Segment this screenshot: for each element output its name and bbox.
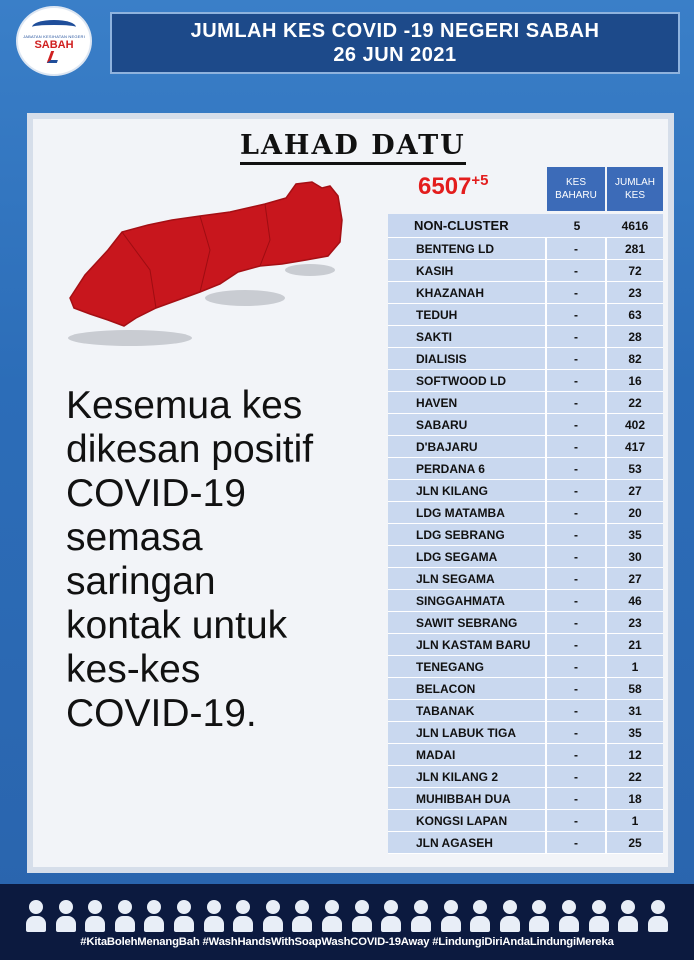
- table-row: [388, 304, 663, 326]
- header-jumlah-kes: JUMLAH KES: [607, 167, 663, 211]
- row-kes: -: [547, 744, 607, 765]
- row-name: JLN LABUK TIGA: [388, 722, 547, 743]
- table-row: [388, 414, 663, 436]
- row-jumlah: 23: [607, 282, 663, 303]
- row-kes: -: [547, 260, 607, 281]
- total-value: 6507: [418, 173, 472, 200]
- person-icon: [470, 900, 490, 932]
- row-jumlah: 27: [607, 568, 663, 589]
- table-row: [388, 480, 663, 502]
- row-jumlah: 31: [607, 700, 663, 721]
- message-line: saringan: [66, 560, 216, 603]
- row-jumlah: 28: [607, 326, 663, 347]
- row-jumlah: 30: [607, 546, 663, 567]
- total-new: +5: [471, 172, 489, 189]
- message-line: semasa: [66, 516, 203, 559]
- row-kes: -: [547, 458, 607, 479]
- row-jumlah: 402: [607, 414, 663, 435]
- row-kes: -: [547, 832, 607, 853]
- row-kes: -: [547, 656, 607, 677]
- table-row: [388, 436, 663, 458]
- row-name: JLN KILANG: [388, 480, 547, 501]
- row-name: TENEGANG: [388, 656, 547, 677]
- table-row: [388, 348, 663, 370]
- person-icon: [233, 900, 253, 932]
- row-kes: -: [547, 304, 607, 325]
- table-row: [388, 370, 663, 392]
- person-icon: [589, 900, 609, 932]
- row-name: LDG SEBRANG: [388, 524, 547, 545]
- table-row: [388, 568, 663, 590]
- message-line: COVID-19: [66, 472, 246, 515]
- person-icon: [26, 900, 46, 932]
- row-jumlah: 82: [607, 348, 663, 369]
- total-cases: [418, 172, 489, 201]
- row-name: D'BAJARU: [388, 436, 547, 457]
- row-name: MADAI: [388, 744, 547, 765]
- row-kes: -: [547, 568, 607, 589]
- row-jumlah: 58: [607, 678, 663, 699]
- row-kes: -: [547, 326, 607, 347]
- row-kes: -: [547, 612, 607, 633]
- row-jumlah: 20: [607, 502, 663, 523]
- row-kes: -: [547, 524, 607, 545]
- table-row: [388, 238, 663, 260]
- row-jumlah: 281: [607, 238, 663, 259]
- table-row: [388, 392, 663, 414]
- row-kes: -: [547, 282, 607, 303]
- row-kes: -: [547, 414, 607, 435]
- table-row: [388, 590, 663, 612]
- row-name: SAKTI: [388, 326, 547, 347]
- person-icon: [56, 900, 76, 932]
- row-jumlah: 35: [607, 524, 663, 545]
- row-jumlah: 12: [607, 744, 663, 765]
- row-name: PERDANA 6: [388, 458, 547, 479]
- person-icon: [381, 900, 401, 932]
- row-jumlah: 35: [607, 722, 663, 743]
- row-kes: -: [547, 238, 607, 259]
- table-row: [388, 656, 663, 678]
- row-jumlah: 25: [607, 832, 663, 853]
- row-name: SAWIT SEBRANG: [388, 612, 547, 633]
- person-icon: [352, 900, 372, 932]
- row-name: KONGSI LAPAN: [388, 810, 547, 831]
- row-kes: -: [547, 678, 607, 699]
- row-jumlah: 63: [607, 304, 663, 325]
- row-name: MUHIBBAH DUA: [388, 788, 547, 809]
- row-kes: -: [547, 722, 607, 743]
- logo-name: SABAH: [34, 38, 74, 51]
- row-jumlah: 18: [607, 788, 663, 809]
- table-row: [388, 326, 663, 348]
- row-jumlah: 72: [607, 260, 663, 281]
- row-kes: -: [547, 766, 607, 787]
- person-icon: [115, 900, 135, 932]
- row-name: KHAZANAH: [388, 282, 547, 303]
- row-jumlah: 417: [607, 436, 663, 457]
- cluster-rows: [388, 238, 663, 854]
- logo-swoosh-icon: [47, 51, 61, 63]
- row-jumlah: 1: [607, 810, 663, 831]
- table-row: [388, 260, 663, 282]
- logo-arc-icon: [32, 20, 76, 34]
- row-name: BELACON: [388, 678, 547, 699]
- page-title: [110, 12, 680, 74]
- person-icon: [500, 900, 520, 932]
- person-icon: [263, 900, 283, 932]
- frontliner-figures: [6, 900, 688, 934]
- person-icon: [292, 900, 312, 932]
- title-line1: JUMLAH KES COVID -19 NEGERI SABAH: [190, 20, 600, 42]
- message-line: dikesan positif: [66, 428, 314, 471]
- table-row: [388, 612, 663, 634]
- table-row: [388, 810, 663, 832]
- row-kes: -: [547, 480, 607, 501]
- cases-table: [388, 214, 663, 854]
- row-name: JLN KASTAM BARU: [388, 634, 547, 655]
- row-jumlah: 53: [607, 458, 663, 479]
- row-name: SINGGAHMATA: [388, 590, 547, 611]
- table-row: [388, 788, 663, 810]
- row-kes: -: [547, 502, 607, 523]
- row-jumlah: 27: [607, 480, 663, 501]
- row-jumlah: 22: [607, 766, 663, 787]
- table-row: [388, 766, 663, 788]
- title-date: 26 JUN 2021: [333, 44, 457, 66]
- table-row: [388, 722, 663, 744]
- person-icon: [144, 900, 164, 932]
- logo-top-text: JABATAN KESIHATAN NEGERI: [23, 33, 85, 39]
- row-name: HAVEN: [388, 392, 547, 413]
- table-row: [388, 524, 663, 546]
- sabah-health-logo: [16, 6, 92, 76]
- person-icon: [85, 900, 105, 932]
- table-row: [388, 700, 663, 722]
- row-kes: -: [547, 348, 607, 369]
- table-row: [388, 634, 663, 656]
- message-line: COVID-19.: [66, 692, 257, 735]
- person-icon: [559, 900, 579, 932]
- row-kes: 5: [573, 218, 581, 233]
- message-line: Kesemua kes: [66, 384, 303, 427]
- footer-hashtags: #KitaBolehMenangBah #WashHandsWithSoapWashCOVID-19Away #LindungiDiriAndaLindungiMereka: [80, 936, 614, 948]
- row-kes: -: [547, 810, 607, 831]
- person-icon: [322, 900, 342, 932]
- person-icon: [204, 900, 224, 932]
- row-kes: -: [547, 700, 607, 721]
- row-jumlah: 46: [607, 590, 663, 611]
- person-icon: [529, 900, 549, 932]
- table-row: [388, 832, 663, 854]
- row-name: BENTENG LD: [388, 238, 547, 259]
- row-name: LDG SEGAMA: [388, 546, 547, 567]
- row-name: JLN SEGAMA: [388, 568, 547, 589]
- table-row: [388, 678, 663, 700]
- row-name: SOFTWOOD LD: [388, 370, 547, 391]
- row-name: JLN AGASEH: [388, 832, 547, 853]
- row-kes: -: [547, 392, 607, 413]
- person-icon: [618, 900, 638, 932]
- row-jumlah: 21: [607, 634, 663, 655]
- row-name: TABANAK: [388, 700, 547, 721]
- row-name: NON-CLUSTER: [414, 218, 509, 233]
- row-jumlah: 16: [607, 370, 663, 391]
- row-jumlah: 1: [607, 656, 663, 677]
- person-icon: [441, 900, 461, 932]
- row-kes: -: [547, 634, 607, 655]
- row-name: DIALISIS: [388, 348, 547, 369]
- row-kes: -: [547, 436, 607, 457]
- row-name: SABARU: [388, 414, 547, 435]
- row-jumlah: 22: [607, 392, 663, 413]
- table-row: [388, 282, 663, 304]
- message-line: kes-kes: [66, 648, 201, 691]
- row-name: JLN KILANG 2: [388, 766, 547, 787]
- table-row: [388, 502, 663, 524]
- person-icon: [174, 900, 194, 932]
- district-map-icon: [60, 180, 350, 350]
- message: [66, 384, 376, 736]
- header-kes-baharu: KES BAHARU: [547, 167, 605, 211]
- non-cluster-row: [388, 214, 663, 238]
- row-name: TEDUH: [388, 304, 547, 325]
- row-kes: -: [547, 788, 607, 809]
- row-name: LDG MATAMBA: [388, 502, 547, 523]
- table-row: [388, 744, 663, 766]
- district-title: LAHAD DATU: [240, 130, 466, 165]
- row-jumlah: 23: [607, 612, 663, 633]
- message-line: kontak untuk: [66, 604, 288, 647]
- person-icon: [411, 900, 431, 932]
- person-icon: [648, 900, 668, 932]
- row-kes: -: [547, 546, 607, 567]
- row-kes: -: [547, 590, 607, 611]
- row-name: KASIH: [388, 260, 547, 281]
- table-row: [388, 546, 663, 568]
- row-kes: -: [547, 370, 607, 391]
- table-row: [388, 458, 663, 480]
- row-jumlah: 4616: [621, 218, 649, 233]
